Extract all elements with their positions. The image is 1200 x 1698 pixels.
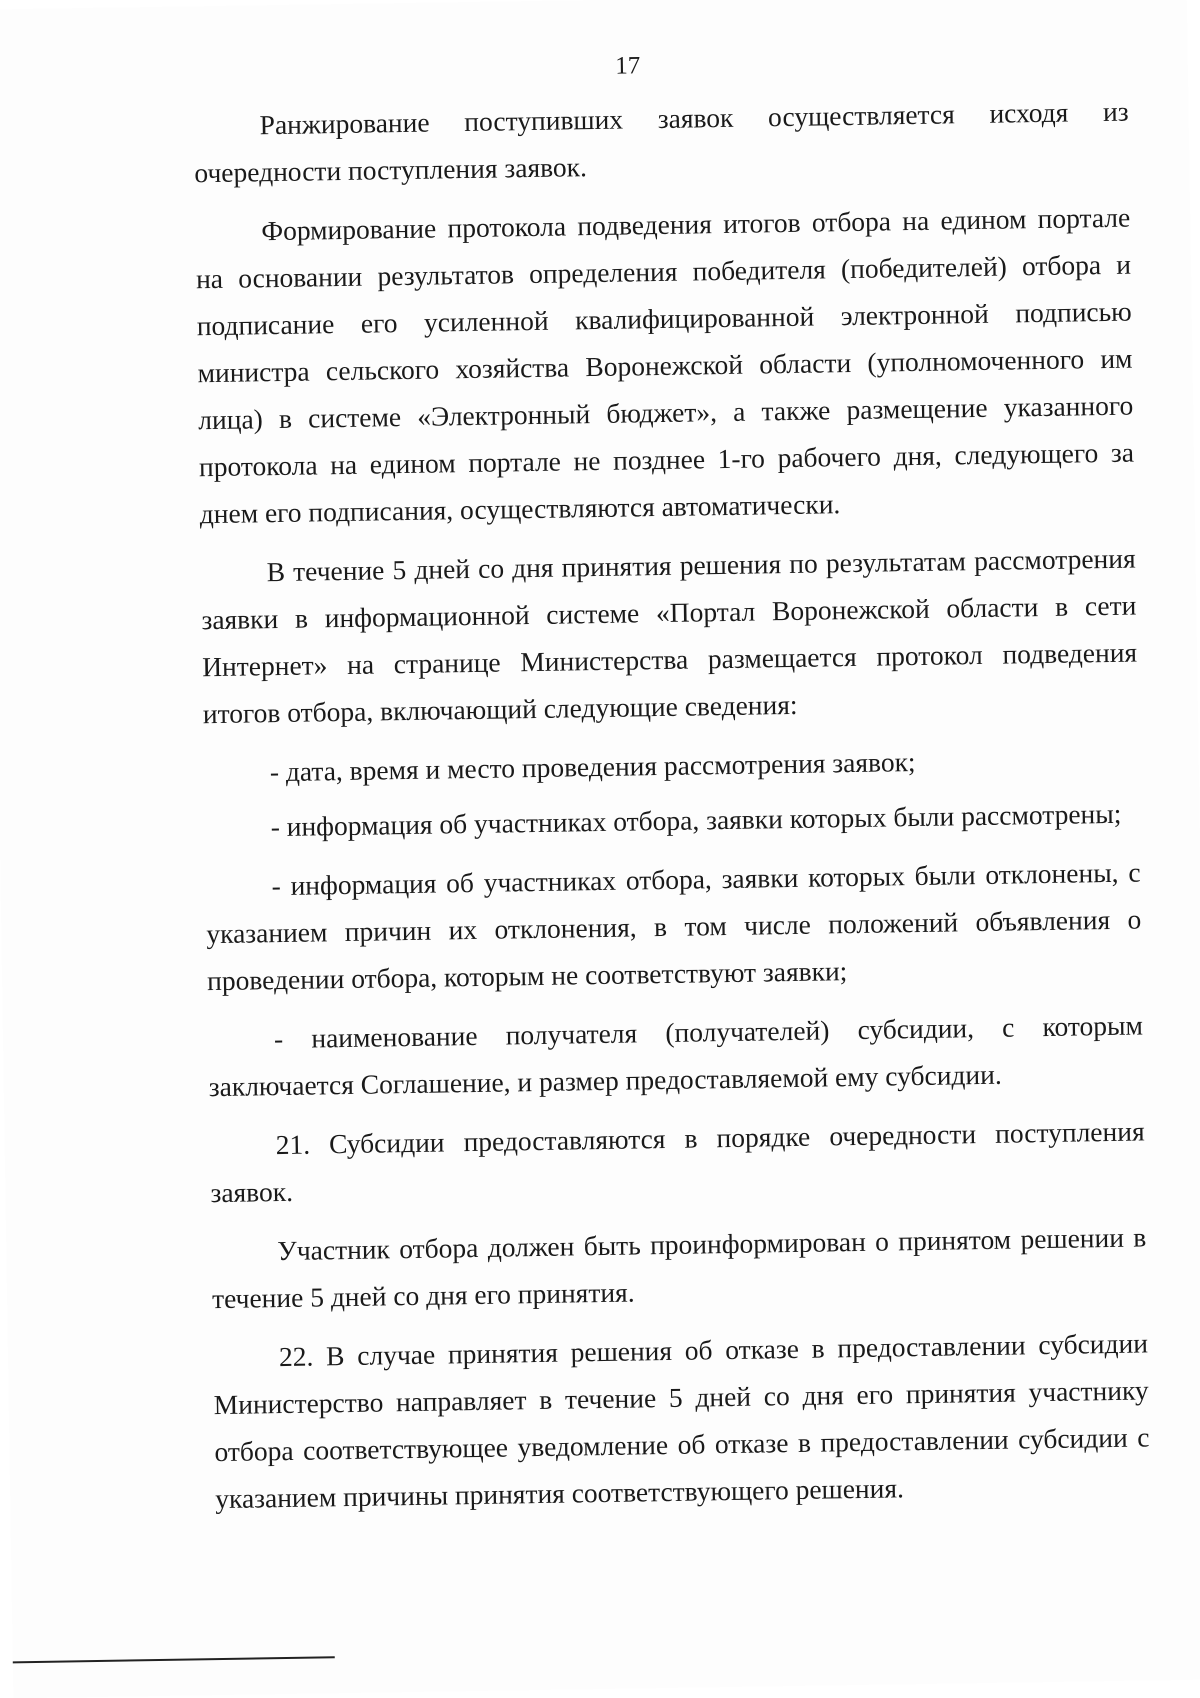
list-item-reviewed-participants: - информация об участниках отбора, заявки которых были рассмотрены; — [270, 797, 1122, 843]
paragraph-protocol-publication: В течение 5 дней со дня принятия решения по результатам рассмотрения заявки в информационной системе «Портал Воронежской области в сети Интернет» на странице Министерства размещается протокол подведения итогов отбора, включающий следующие сведения: — [201, 542, 1138, 730]
paragraph-ranking: Ранжирование поступивших заявок осуществляется исходя из очередности поступления заявок. — [194, 95, 1129, 189]
document-body — [193, 88, 1150, 1535]
list-item-date-time-place: - дата, время и место проведения рассмотрения заявок; — [269, 746, 916, 788]
list-item-rejected-participants: - информация об участниках отбора, заявки которых были отклонены, с указанием причин их отклонения, в том числе положений объявления о проведении отбора, которым не соответствуют заявки; — [206, 856, 1142, 997]
page-number: 17 — [615, 52, 641, 80]
paragraph-participant-notice: Участник отбора должен быть проинформирован о принятом решении в течение 5 дней со дня его принятия. — [211, 1221, 1147, 1315]
list-item-recipient-name: - наименование получателя (получателей) субсидии, с которым заключается Соглашение, и размер предоставляемой ему субсидии. — [208, 1009, 1144, 1103]
paragraph-protocol-formation: Формирование протокола подведения итогов отбора на едином портале на основании результатов определения победителя (победителей) отбора и подписание его усиленной квалифицированной электронной подписью министра сельского хозяйства Воронежской области (уполномоченного им лица) в системе «Электронный бюджет», а также размещение указанного протокола на едином портале не позднее 1-го рабочего дня, следующего за днем его подписания, осуществляются автоматически. — [195, 201, 1135, 530]
paragraph-22: 22. В случае принятия решения об отказе в предоставлении субсидии Министерство направляет в течение 5 дней со дня его принятия участнику отбора соответствующее уведомление об отказе в предоставлении субсидии с указанием причины принятия соответствующего решения. — [213, 1327, 1150, 1515]
paragraph-21: 21. Субсидии предоставляются в порядке очередности поступления заявок. — [210, 1115, 1145, 1209]
footer-divider — [13, 1656, 335, 1663]
